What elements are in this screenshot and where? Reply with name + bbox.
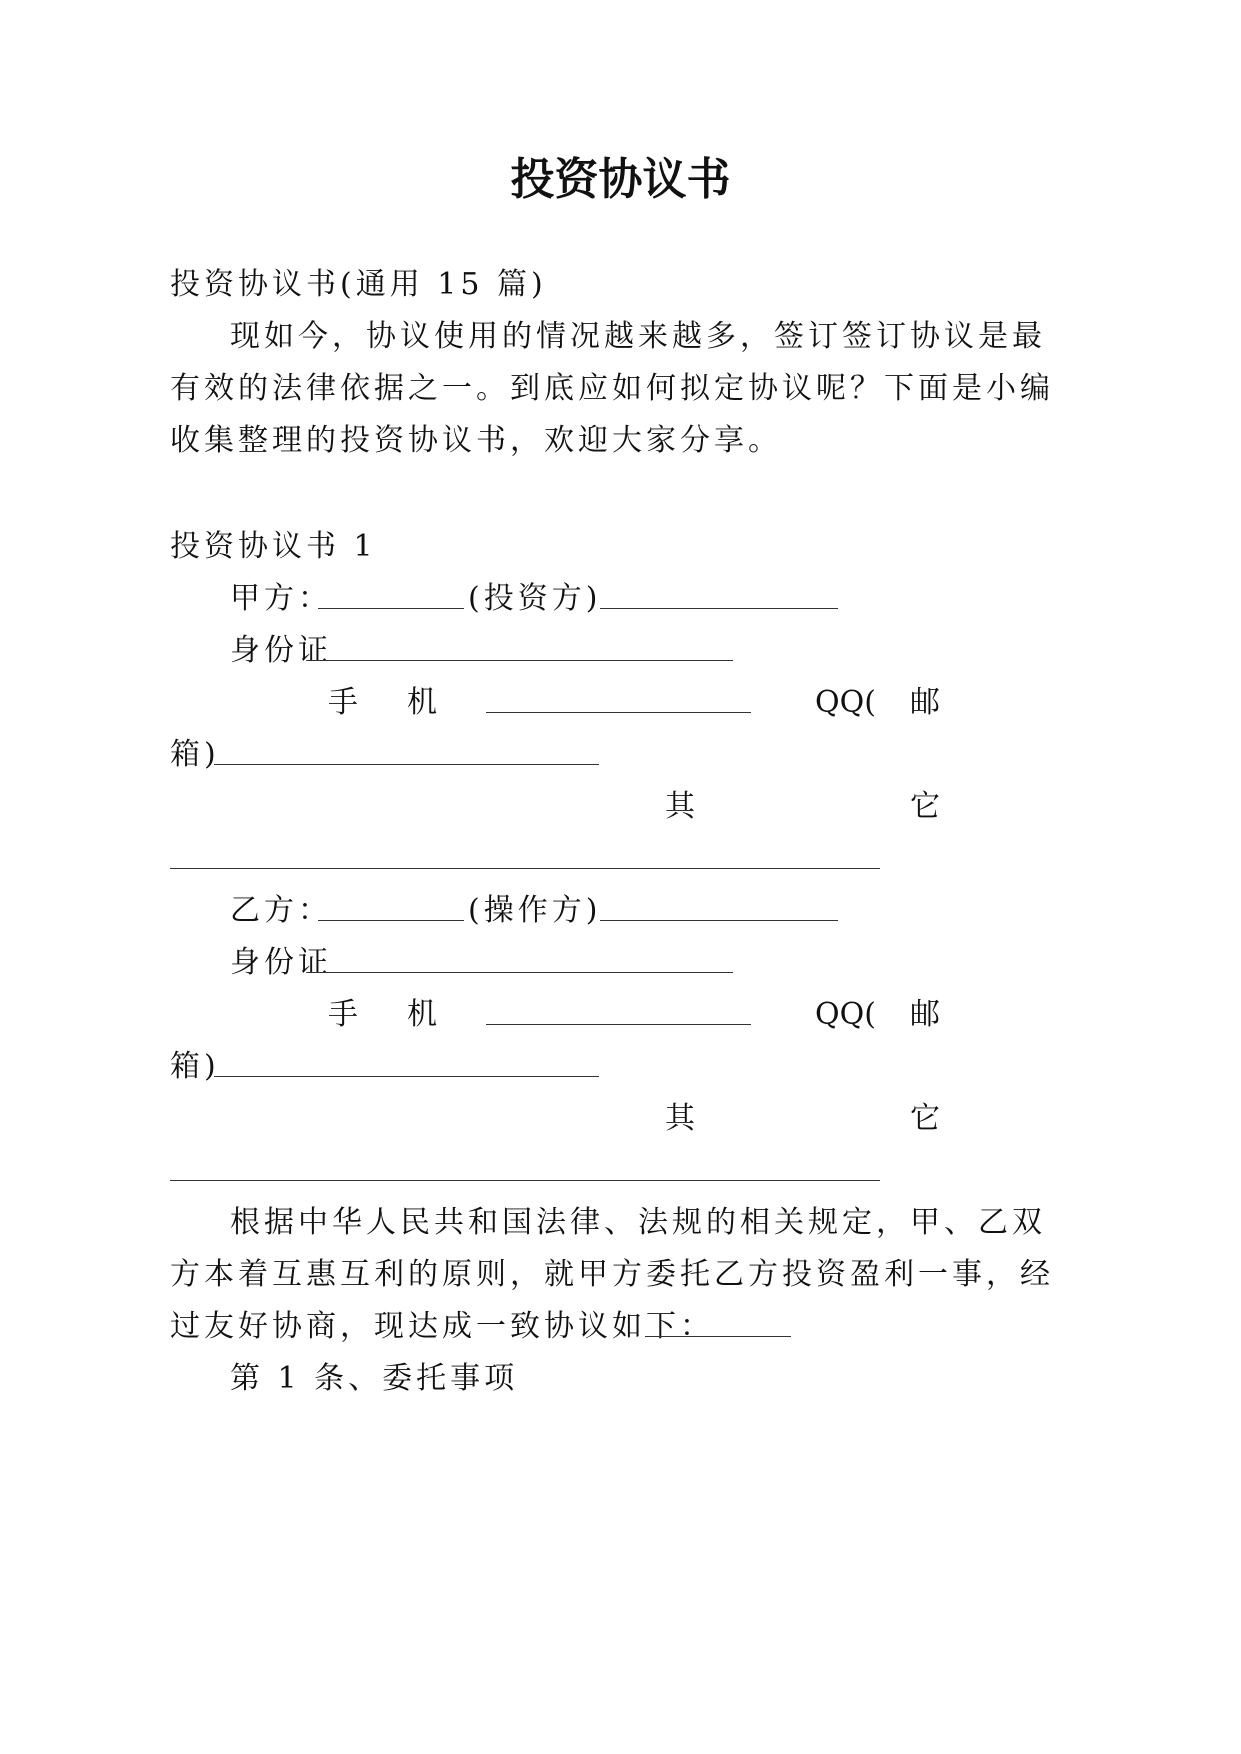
document-subtitle: 投资协议书(通用 15 篇) (170, 267, 547, 302)
party-a-id-label: 身份证 (230, 633, 332, 668)
party-a-phone-label-2: 机 (407, 685, 441, 720)
party-b-mail-label-1: 邮 (910, 997, 944, 1032)
party-a-qq-label: QQ( (815, 685, 876, 720)
party-a-extra-blank[interactable] (600, 608, 838, 609)
party-b-extra-blank[interactable] (600, 920, 838, 921)
article-1-heading: 第 1 条、委托事项 (230, 1361, 519, 1396)
party-a-id-blank[interactable] (318, 660, 733, 661)
party-a-mail-label-2: 箱) (170, 737, 220, 772)
party-b-name-blank[interactable] (318, 920, 464, 921)
section-title: 投资协议书 1 (170, 529, 377, 564)
party-a-other-label-2: 它 (910, 789, 944, 824)
party-a-name-blank[interactable] (318, 608, 464, 609)
party-a-other-label-1: 其 (665, 789, 699, 824)
party-b-id-blank[interactable] (318, 972, 733, 973)
party-b-other-label-2: 它 (910, 1101, 944, 1136)
party-b-label: 乙方： (230, 893, 332, 928)
party-a-qq-mail-blank[interactable] (214, 764, 599, 765)
party-b-other-blank[interactable] (170, 1180, 880, 1181)
intro-line-3: 收集整理的投资协议书，欢迎大家分享。 (170, 423, 782, 458)
party-b-other-label-1: 其 (665, 1101, 699, 1136)
document-title: 投资协议书 (510, 154, 731, 205)
party-a-role: (投资方) (468, 581, 602, 616)
intro-line-1: 现如今，协议使用的情况越来越多，签订签订协议是最 (230, 319, 1046, 354)
party-b-id-label: 身份证 (230, 945, 332, 980)
party-b-phone-label-2: 机 (407, 997, 441, 1032)
party-a-phone-blank[interactable] (486, 712, 751, 713)
intro-line-2: 有效的法律依据之一。到底应如何拟定协议呢？下面是小编 (170, 371, 1054, 406)
party-b-qq-label: QQ( (815, 997, 876, 1032)
party-b-qq-mail-blank[interactable] (214, 1076, 599, 1077)
basis-blank[interactable] (645, 1336, 791, 1337)
party-a-label: 甲方： (230, 581, 332, 616)
basis-line-2: 方本着互惠互利的原则，就甲方委托乙方投资盈利一事，经 (170, 1257, 1054, 1292)
party-b-mail-label-2: 箱) (170, 1049, 220, 1084)
party-a-other-blank[interactable] (170, 868, 880, 869)
party-a-phone-label-1: 手 (328, 685, 362, 720)
basis-line-3: 过友好协商，现达成一致协议如下： (170, 1309, 714, 1344)
basis-line-1: 根据中华人民共和国法律、法规的相关规定，甲、乙双 (230, 1205, 1046, 1240)
party-b-phone-label-1: 手 (328, 997, 362, 1032)
party-b-phone-blank[interactable] (486, 1024, 751, 1025)
party-a-mail-label-1: 邮 (910, 685, 944, 720)
party-b-role: (操作方) (468, 893, 602, 928)
